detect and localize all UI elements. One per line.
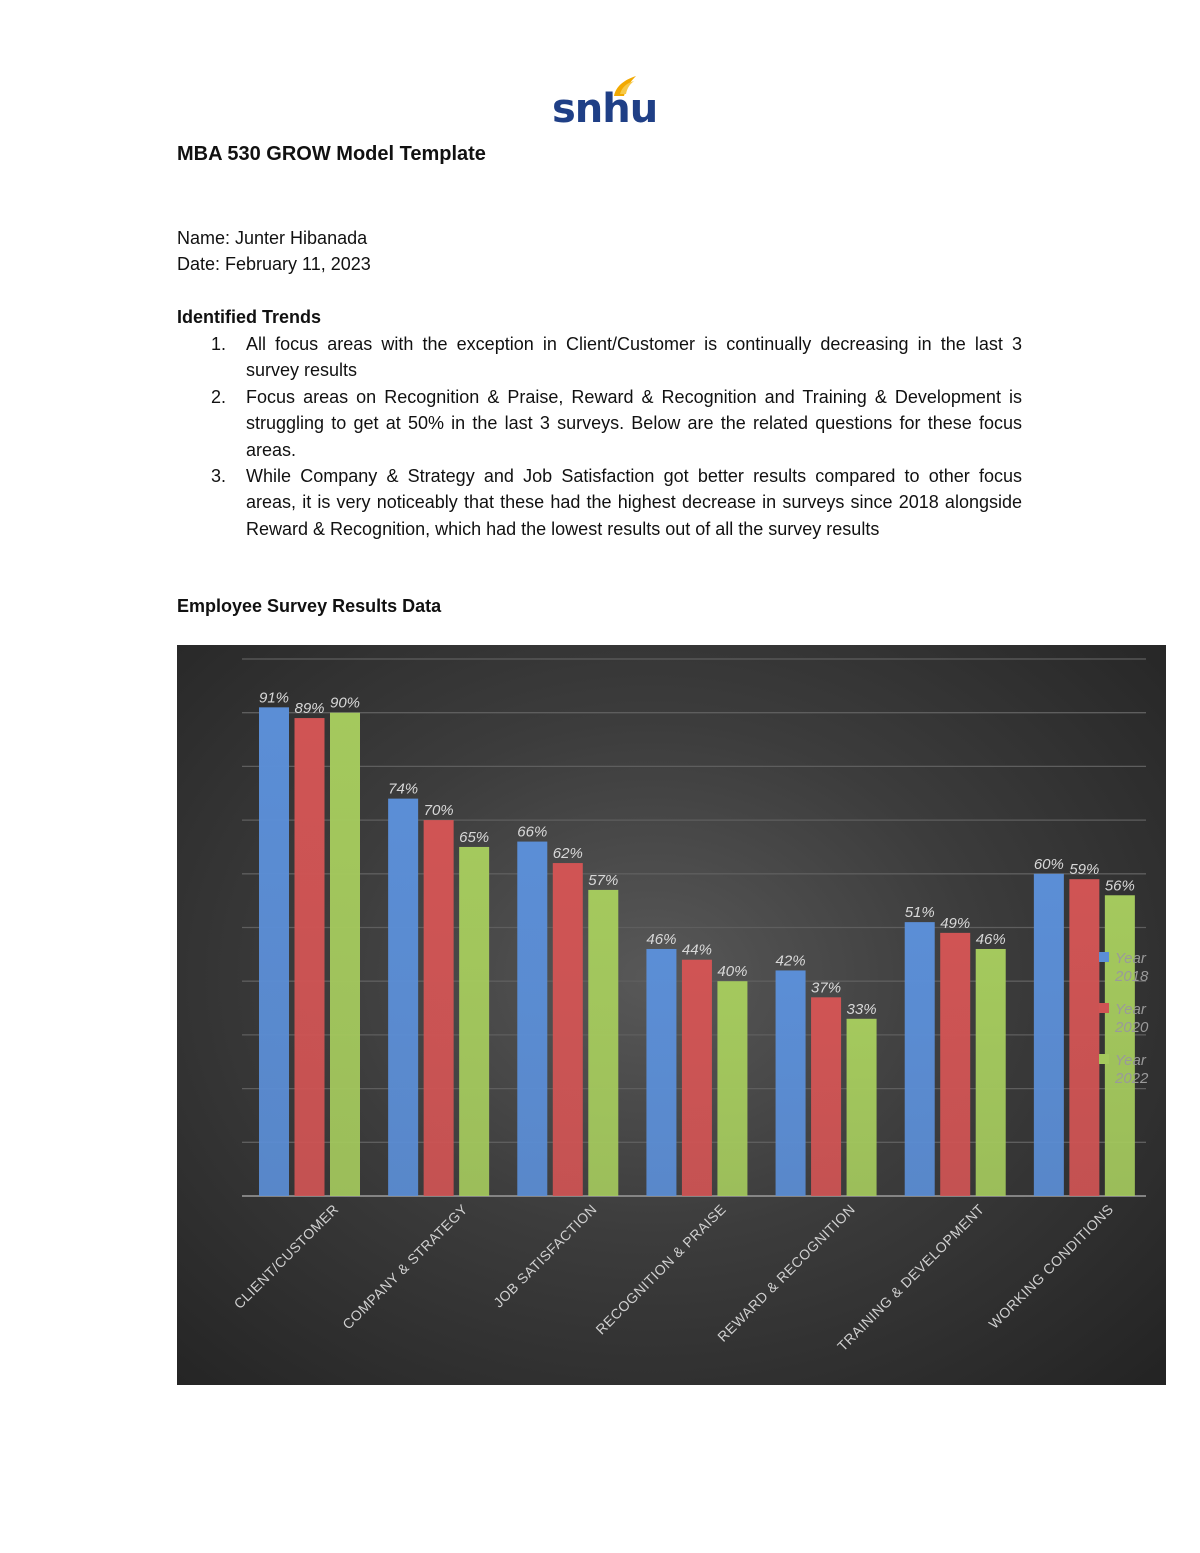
data-label: 65% [459, 828, 490, 846]
data-label: 56% [1104, 877, 1135, 895]
category-label: WORKING CONDITIONS [985, 1200, 1117, 1332]
survey-chart [177, 645, 1166, 1385]
list-number: 1. [211, 334, 227, 354]
document-title: MBA 530 GROW Model Template [177, 143, 486, 165]
category-label: RECOGNITION & PRAISE [592, 1200, 730, 1338]
data-label: 40% [717, 963, 748, 981]
legend-swatch [1099, 952, 1109, 962]
data-label: 46% [646, 930, 677, 948]
list-item [177, 331, 1022, 384]
data-label: 74% [388, 780, 419, 798]
trends-heading: Identified Trends [177, 307, 322, 327]
legend-label: Year [1115, 1052, 1146, 1069]
bar [295, 718, 325, 1196]
bar [646, 949, 676, 1196]
bar [1069, 879, 1099, 1196]
bar [1105, 895, 1135, 1196]
bar [717, 981, 747, 1196]
legend-swatch [1099, 1003, 1109, 1013]
data-label: 60% [1033, 855, 1064, 873]
list-number: 2. [211, 386, 227, 407]
chart-svg [177, 645, 1166, 1385]
data-label: 62% [552, 845, 583, 863]
category-label: TRAINING & DEVELOPMENT [834, 1200, 988, 1355]
legend-swatch [1099, 1054, 1109, 1064]
bar [1034, 874, 1064, 1196]
category-label: JOB SATISFACTION [490, 1200, 600, 1311]
data-label: 70% [423, 802, 454, 820]
bar [517, 842, 547, 1196]
data-label: 57% [588, 871, 619, 889]
bar [424, 820, 454, 1196]
bar [682, 960, 712, 1196]
data-label: 91% [258, 689, 290, 707]
data-label: 37% [811, 979, 842, 997]
data-label: 46% [975, 930, 1006, 948]
bar [459, 847, 489, 1196]
data-label: 59% [1069, 861, 1100, 879]
category-label: REWARD & RECOGNITION [714, 1200, 859, 1345]
chart-heading: Employee Survey Results Data [177, 596, 442, 616]
logo-wordmark: snhu [552, 86, 658, 132]
legend-label: 2018 [1115, 968, 1149, 985]
data-label: 42% [775, 952, 806, 970]
category-label: COMPANY & STRATEGY [339, 1200, 471, 1333]
list-text: All focus areas with the exception in Client/Customer is continually decreasing in the last 3 survey results [246, 334, 1022, 381]
bar [905, 922, 935, 1196]
date-line: Date: February 11, 2023 [177, 254, 371, 274]
list-item [177, 384, 1022, 463]
bar [388, 799, 418, 1196]
data-label: 90% [329, 694, 361, 712]
data-label: 44% [681, 941, 712, 959]
name-line: Name: Junter Hibanada [177, 228, 368, 248]
list-text: Focus areas on Recognition & Praise, Reward & Recognition and Training & Development is struggling to get at 50% in the last 3 surveys. Below are the related questions for these focus areas. [246, 386, 1022, 460]
list-number: 3. [211, 466, 227, 487]
bar [976, 949, 1006, 1196]
legend-label: 2022 [1115, 1070, 1149, 1087]
data-label: 33% [846, 1000, 877, 1018]
bar [811, 997, 841, 1196]
data-label: 49% [940, 914, 971, 932]
list-item [177, 463, 1022, 542]
data-label: 89% [294, 700, 325, 718]
bar [940, 933, 970, 1196]
bar [847, 1019, 877, 1196]
category-label: CLIENT/CUSTOMER [230, 1200, 342, 1312]
legend-label: 2020 [1115, 1019, 1149, 1036]
legend-label: Year [1115, 1001, 1146, 1018]
bar [776, 970, 806, 1196]
bar [553, 863, 583, 1196]
data-label: 66% [517, 823, 548, 841]
list-text: While Company & Strategy and Job Satisfaction got better results compared to other focus areas, it is very noticeably that these had the highest decrease in surveys since 2018 alongside Reward & Recognition, which had the lowest results out of all the survey results [246, 466, 1022, 539]
bar [588, 890, 618, 1196]
data-label: 51% [904, 904, 935, 922]
bar [330, 713, 360, 1196]
legend-label: Year [1115, 950, 1146, 967]
trends-list [177, 331, 1022, 542]
snhu-logo [552, 72, 658, 134]
bar [259, 707, 289, 1196]
